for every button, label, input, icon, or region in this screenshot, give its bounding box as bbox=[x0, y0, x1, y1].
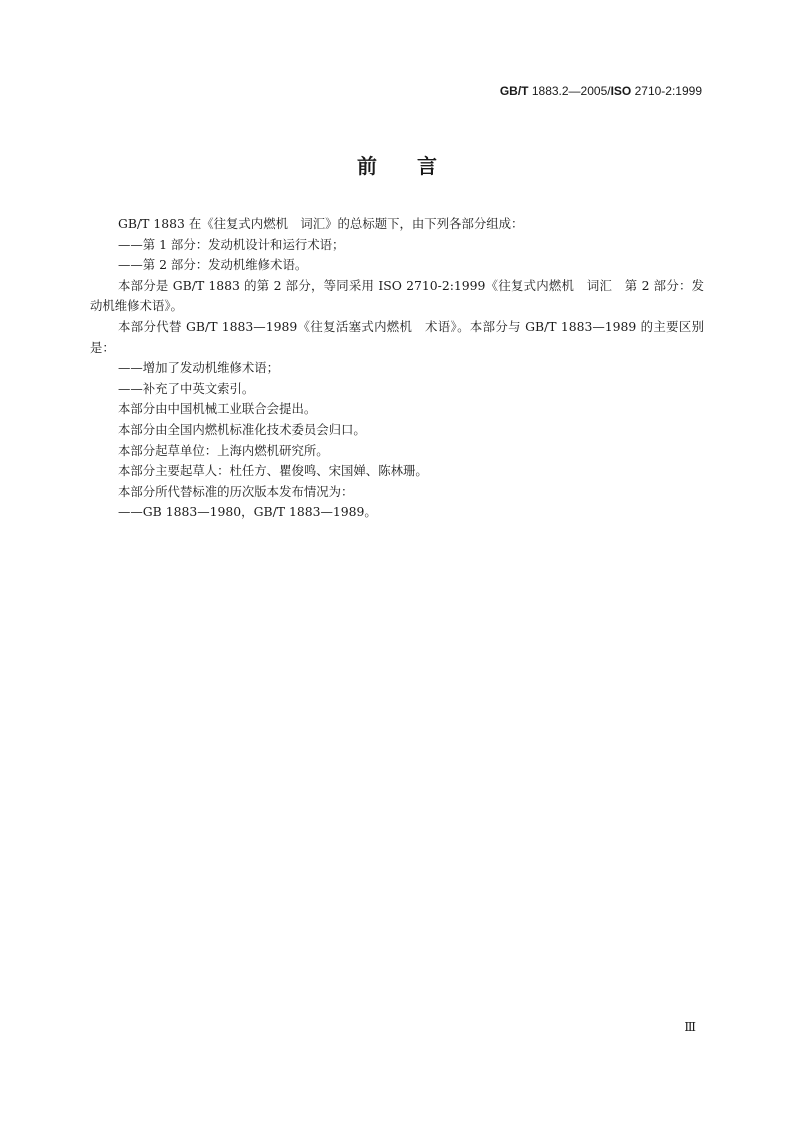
paragraph: 本部分代替 GB/T 1883—1989《往复活塞式内燃机 术语》。本部分与 GB/T 1883—1989 的主要区别是： bbox=[90, 318, 704, 355]
list-item: ——补充了中英文索引。 bbox=[118, 380, 255, 396]
page-title: 前言 bbox=[357, 154, 477, 178]
paragraph: 本部分是 GB/T 1883 的第 2 部分，等同采用 ISO 2710-2:1999《往复式内燃机 词汇 第 2 部分：发动机维修术语》。 bbox=[90, 277, 704, 314]
paragraph: 本部分主要起草人：杜任方、瞿俊鸣、宋国婵、陈林珊。 bbox=[118, 463, 428, 479]
paragraph: 本部分由中国机械工业联合会提出。 bbox=[118, 401, 317, 417]
standard-number-header bbox=[500, 84, 702, 98]
std-number: 1883.2—2005/ bbox=[528, 84, 611, 98]
list-item: ——第 2 部分：发动机维修术语。 bbox=[118, 257, 308, 273]
paragraph: 本部分起草单位：上海内燃机研究所。 bbox=[118, 442, 329, 458]
foreword-body bbox=[90, 214, 704, 523]
std-prefix: GB/T bbox=[499, 84, 529, 98]
paragraph: 本部分所代替标准的历次版本发布情况为： bbox=[118, 483, 354, 499]
page-number: Ⅲ bbox=[684, 1020, 696, 1034]
list-item: ——第 1 部分：发动机设计和运行术语； bbox=[118, 236, 345, 252]
iso-number: 2710-2:1999 bbox=[631, 84, 702, 98]
list-item: ——GB 1883—1980，GB/T 1883—1989。 bbox=[118, 504, 377, 520]
list-item: ——增加了发动机维修术语； bbox=[118, 360, 280, 376]
iso-prefix: ISO bbox=[610, 84, 632, 98]
paragraph: GB/T 1883 在《往复式内燃机 词汇》的总标题下，由下列各部分组成： bbox=[118, 216, 524, 231]
paragraph: 本部分由全国内燃机标准化技术委员会归口。 bbox=[118, 421, 366, 437]
